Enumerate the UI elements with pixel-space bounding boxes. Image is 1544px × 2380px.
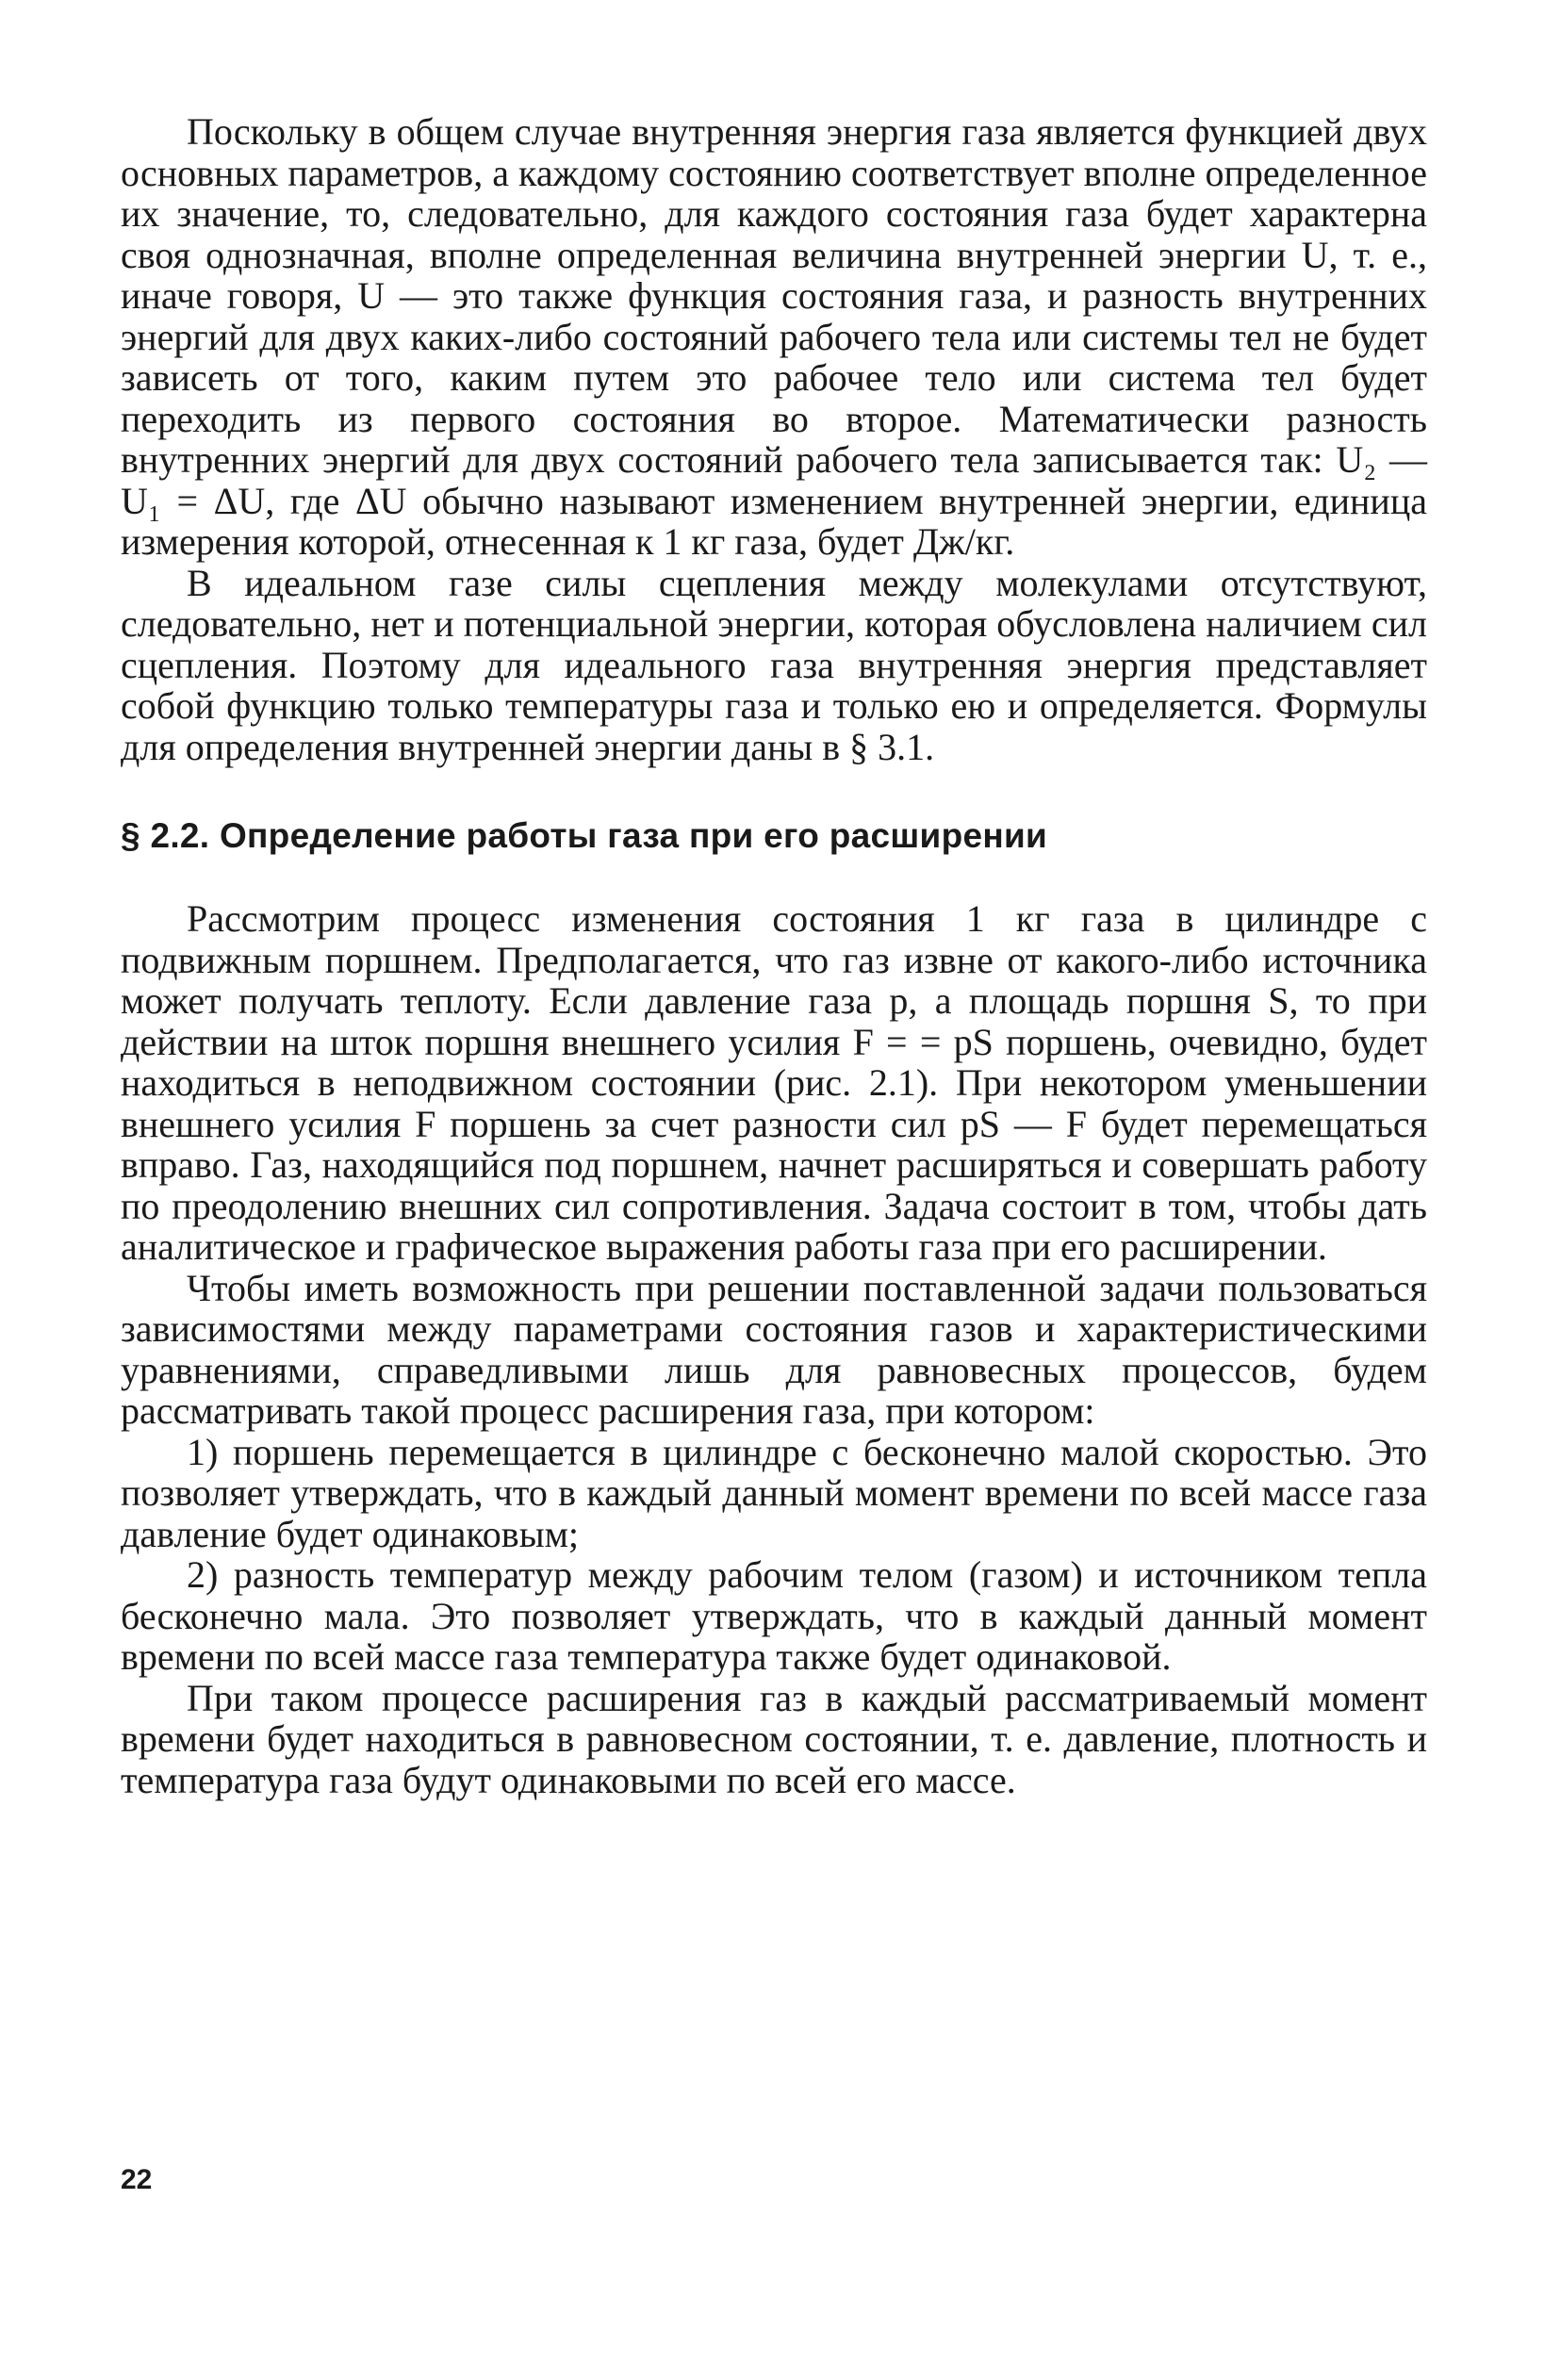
paragraph-equilibrium-conditions-intro: Чтобы иметь возможность при решении поставленной задачи пользоваться зависимостями между параметрами состояния газов и характеристическими уравнениями, справедливыми лишь для равновесных процессов, будем рассматривать такой процесс расширения газа, при котором: xyxy=(121,1266,1427,1432)
paragraph-equilibrium-state: При таком процессе расширения газ в каждый рассматриваемый момент времени будет находиться в равновесном состоянии, т. е. давление, плотность и температура газа будут одинаковыми по всей его массе. xyxy=(121,1676,1427,1801)
paragraph-condition-2: 2) разность температур между рабочим телом (газом) и источником тепла бесконечно мала. Это позволяет утверждать, что в каждый данный момент времени по всей массе газа температура также будет одинаковой. xyxy=(121,1553,1427,1678)
paragraph-ideal-gas-internal-energy: В идеальном газе силы сцепления между молекулами отсутствуют, следовательно, нет и потенциальной энергии, которая обусловлена наличием сил сцепления. Поэтому для идеального газа внутренняя энергия представляет собой функцию только температуры газа и только ею и определяется. Формулы для определения внутренней энергии даны в § 3.1. xyxy=(121,561,1427,768)
page-body xyxy=(121,111,1427,1800)
paragraph-piston-process: Рассмотрим процесс изменения состояния 1 кг газа в цилиндре с подвижным поршнем. Предполагается, что газ извне от какого-либо источника может получать теплоту. Если давление газа p, а площадь поршня S, то при действии на шток поршня внешнего усилия F = = pS поршень, очевидно, будет находиться в неподвижном состоянии (рис. 2.1). При некотором уменьшении внешнего усилия F поршень за счет разности сил pS — F будет перемещаться вправо. Газ, находящийся под поршнем, начнет расширяться и совершать работу по преодолению внешних сил сопротивления. Задача состоит в том, чтобы дать аналитическое и графическое выражения работы газа при его расширении. xyxy=(121,897,1427,1268)
paragraph-internal-energy-state-function: Поскольку в общем случае внутренняя энергия газа является функцией двух основных параметров, а каждому состоянию соответствует вполне определенное их значение, то, следовательно, для каждого состояния газа будет характерна своя однозначная, вполне определенная величина внутренней энергии U, т. е., иначе говоря, U — это также функция состояния газа, и разность внутренних энергий для двух каких-либо состояний рабочего тела или системы тел не будет зависеть от того, каким путем это рабочее тело или система тел будет переходить из первого состояния во второе. Математически разность внутренних энергий для двух состояний рабочего тела записывается так: U₂ — U₁ = ΔU, где ΔU обычно называют изменением внутренней энергии, единица измерения которой, отнесенная к 1 кг газа, будет Дж/кг. xyxy=(121,110,1427,563)
page-number: 22 xyxy=(121,2164,153,2195)
section-heading: § 2.2. Определение работы газа при его расширении xyxy=(121,816,1048,855)
paragraph-condition-1: 1) поршень перемещается в цилиндре с бесконечно малой скоростью. Это позволяет утверждать, что в каждый данный момент времени по всей массе газа давление будет одинаковым; xyxy=(121,1430,1427,1555)
